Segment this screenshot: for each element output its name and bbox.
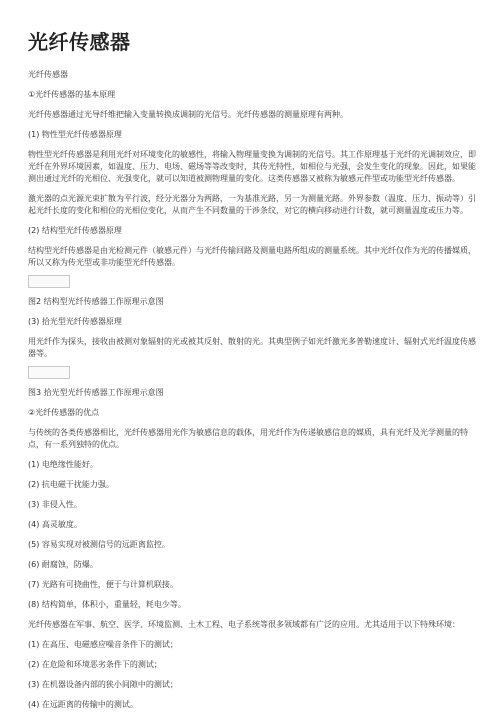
paragraph: 与传统的各类传感器相比，光纤传感器用光作为敏感信息的载体，用光纤作为传递敏感信息的媒质，具有光纤及光学测量的特点，有一系列独特的优点。	[28, 428, 468, 449]
list-item: (1) 在高压、电磁感应噪音条件下的测试；	[28, 640, 178, 649]
figure-caption-3: 图3 拾光型光纤传感器工作原理示意图	[28, 388, 164, 397]
paragraph: 激光器的点光源光束扩散为平行波，经分光器分为两路，一为基准光路，另一为测量光路。外界参数（温度、压力、振动等）引起光纤长度的变化和相位的光相位变化，从而产生不同数量的干涉条纹，对它的横向移动进行计数，就可测量温度或压力等。	[28, 194, 476, 215]
list-item: (2) 在危险和环境恶劣条件下的测试；	[28, 660, 162, 669]
paragraph: 物性型光纤传感器是利用光纤对环境变化的敏感性，将输入物理量变换为调制的光信号。其工作原理基于光纤的光调制效应，即光纤在外界环境因素，如温度、压力、电场、磁场等等改变时，其传光特性，如相位与光强，会发生变化的现象。因此，如果能测出通过光纤的光相位、光强变化，就可以知道被测物理量的变化。这类传感器又被称为敏感元件型或功能型光纤传感器。	[28, 150, 476, 183]
list-item: (4) 在远距离的传输中的测试。	[28, 700, 138, 709]
paragraph: 用光纤作为探头，接收由被测对象辐射的光或被其反射、散射的光。其典型例子如光纤激光多普勒速度计、辐射式光纤温度传感器等。	[28, 337, 476, 358]
paragraph: 光纤传感器在军事、航空、医学、环境监测、土木工程、电子系统等很多领域都有广泛的应用。尤其适用于以下特殊环境：	[28, 620, 460, 629]
list-item: (1) 电绝缘性能好。	[28, 460, 98, 469]
subheading-pickup-type: (3) 拾光型光纤传感器原理	[28, 317, 122, 326]
subtitle: 光纤传感器	[28, 70, 68, 79]
subheading-structural-type: (2) 结构型光纤传感器原理	[28, 226, 122, 235]
list-item: (5) 容易实现对被测信号的远距离监控。	[28, 540, 170, 549]
list-item: (3) 在机器设备内部的狭小间隙中的测试；	[28, 680, 178, 689]
figure-placeholder-2	[28, 275, 70, 288]
page-title: 光纤传感器	[28, 30, 131, 54]
paragraph: 光纤传感器通过光导纤维把输入变量转换成调制的光信号。光纤传感器的测量原理有两种。	[28, 110, 348, 119]
list-item: (6) 耐腐蚀，防爆。	[28, 560, 98, 569]
figure-caption-2: 图2 结构型光纤传感器工作原理示意图	[28, 297, 164, 306]
subheading-physical-type: (1) 物性型光纤传感器原理	[28, 130, 122, 139]
list-item: (7) 光路有可挠曲性，便于与计算机联接。	[28, 580, 178, 589]
figure-placeholder-3	[28, 366, 70, 379]
paragraph: 结构型光纤传感器是由光检测元件（敏感元件）与光纤传输回路及测量电路所组成的测量系统。其中光纤仅作为光的传播媒质，所以又称为传光型或非功能型光纤传感器。	[28, 246, 476, 267]
section-heading-principle: ①光纤传感器的基本原理	[28, 90, 116, 99]
list-item: (4) 高灵敏度。	[28, 520, 82, 529]
section-heading-advantages: ②光纤传感器的优点	[28, 408, 100, 417]
list-item: (3) 非侵入性。	[28, 500, 82, 509]
list-item: (8) 结构简单，体积小，重量轻，耗电少等。	[28, 600, 186, 609]
list-item: (2) 抗电磁干扰能力强。	[28, 480, 114, 489]
